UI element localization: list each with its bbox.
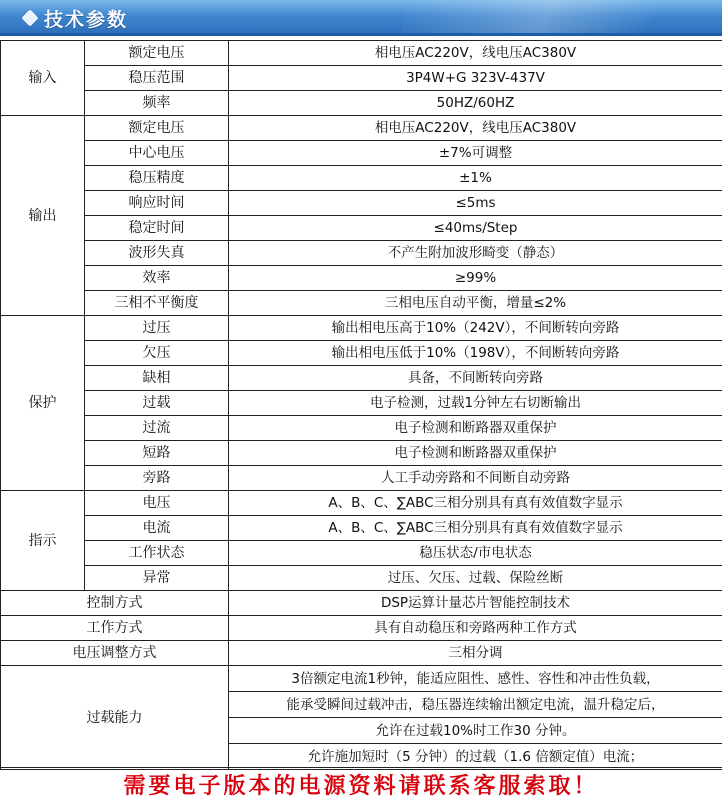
param-value: 输出相电压高于10%（242V），不间断转向旁路 <box>229 316 722 341</box>
param-value: 3P4W+G 323V-437V <box>229 66 722 91</box>
param-label: 响应时间 <box>85 191 229 216</box>
header-underline <box>0 33 722 36</box>
param-label: 过压 <box>85 316 229 341</box>
param-value: 电子检测和断路器双重保护 <box>229 416 722 441</box>
contact-notice <box>0 767 722 801</box>
param-value: 三相电压自动平衡，增量≤2% <box>229 291 722 316</box>
param-label: 过流 <box>85 416 229 441</box>
param-value: 不产生附加波形畸变（静态） <box>229 241 722 266</box>
param-label: 欠压 <box>85 341 229 366</box>
param-value: ≤40ms/Step <box>229 216 722 241</box>
param-label: 三相不平衡度 <box>85 291 229 316</box>
table-row <box>1 541 722 566</box>
param-value: A、B、C、∑ABC三相分别具有真有效值数字显示 <box>229 491 722 516</box>
table-row <box>1 441 722 466</box>
overload-label: 过载能力 <box>1 666 229 770</box>
table-row <box>1 366 722 391</box>
overload-line: 能承受瞬间过载冲击，稳压器连续输出额定电流，温升稳定后， <box>229 692 722 718</box>
table-row <box>1 491 722 516</box>
param-label: 波形失真 <box>85 241 229 266</box>
param-label: 稳压精度 <box>85 166 229 191</box>
table-row <box>1 641 722 666</box>
table-row <box>1 466 722 491</box>
param-value: 过压、欠压、过载、保险丝断 <box>229 566 722 591</box>
overload-line: 3倍额定电流1秒钟，能适应阻性、感性、容性和冲击性负载， <box>229 666 722 692</box>
diamond-icon <box>22 10 39 27</box>
param-label: 额定电压 <box>85 41 229 66</box>
header-decoration <box>402 0 722 36</box>
param-label: 过载 <box>85 391 229 416</box>
param-value: 输出相电压低于10%（198V），不间断转向旁路 <box>229 341 722 366</box>
param-label: 缺相 <box>85 366 229 391</box>
param-value: A、B、C、∑ABC三相分别具有真有效值数字显示 <box>229 516 722 541</box>
table-row <box>1 391 722 416</box>
table-row <box>1 591 722 616</box>
table-row <box>1 666 722 692</box>
table-row <box>1 41 722 66</box>
table-row <box>1 516 722 541</box>
param-value: 稳压状态/市电状态 <box>229 541 722 566</box>
param-label: 效率 <box>85 266 229 291</box>
section-header <box>0 0 722 36</box>
table-row <box>1 141 722 166</box>
param-value: 相电压AC220V，线电压AC380V <box>229 116 722 141</box>
table-row <box>1 416 722 441</box>
param-label: 稳压范围 <box>85 66 229 91</box>
param-label: 旁路 <box>85 466 229 491</box>
param-label: 中心电压 <box>85 141 229 166</box>
param-label: 额定电压 <box>85 116 229 141</box>
table-row <box>1 191 722 216</box>
param-label: 异常 <box>85 566 229 591</box>
table-row <box>1 166 722 191</box>
contact-notice-text: 需要电子版本的电源资料请联系客服索取！ <box>123 773 599 799</box>
table-row <box>1 66 722 91</box>
param-label: 短路 <box>85 441 229 466</box>
param-value: 人工手动旁路和不间断自动旁路 <box>229 466 722 491</box>
param-value: 三相分调 <box>229 641 722 666</box>
table-row <box>1 216 722 241</box>
param-label: 电压调整方式 <box>1 641 229 666</box>
group-label-input: 输入 <box>1 41 85 116</box>
param-value: ≤5ms <box>229 191 722 216</box>
overload-line: 允许在过载10%时工作30 分钟。 <box>229 718 722 744</box>
section-title: 技术参数 <box>44 8 129 31</box>
group-label-indication: 指示 <box>1 491 85 591</box>
param-value: 具备，不间断转向旁路 <box>229 366 722 391</box>
param-label: 频率 <box>85 91 229 116</box>
group-label-protection: 保护 <box>1 316 85 491</box>
header-tab <box>14 0 144 36</box>
table-row <box>1 316 722 341</box>
param-value: 具有自动稳压和旁路两种工作方式 <box>229 616 722 641</box>
param-label: 稳定时间 <box>85 216 229 241</box>
param-value: ±7%可调整 <box>229 141 722 166</box>
param-label: 工作方式 <box>1 616 229 641</box>
spec-table <box>0 40 722 770</box>
table-row <box>1 341 722 366</box>
param-label: 电压 <box>85 491 229 516</box>
param-value: 50HZ/60HZ <box>229 91 722 116</box>
param-value: 相电压AC220V，线电压AC380V <box>229 41 722 66</box>
table-row <box>1 116 722 141</box>
param-label: 控制方式 <box>1 591 229 616</box>
table-row <box>1 91 722 116</box>
table-row <box>1 266 722 291</box>
table-row <box>1 616 722 641</box>
table-row <box>1 291 722 316</box>
param-value: 电子检测，过载1分钟左右切断输出 <box>229 391 722 416</box>
table-row <box>1 566 722 591</box>
param-label: 工作状态 <box>85 541 229 566</box>
group-label-output: 输出 <box>1 116 85 316</box>
param-value: DSP运算计量芯片智能控制技术 <box>229 591 722 616</box>
param-value: ≥99% <box>229 266 722 291</box>
param-value: 电子检测和断路器双重保护 <box>229 441 722 466</box>
table-row <box>1 241 722 266</box>
param-value: ±1% <box>229 166 722 191</box>
param-label: 电流 <box>85 516 229 541</box>
overload-line: 允许施加短时（5 分钟）的过载（1.6 倍额定值）电流； <box>229 744 722 770</box>
